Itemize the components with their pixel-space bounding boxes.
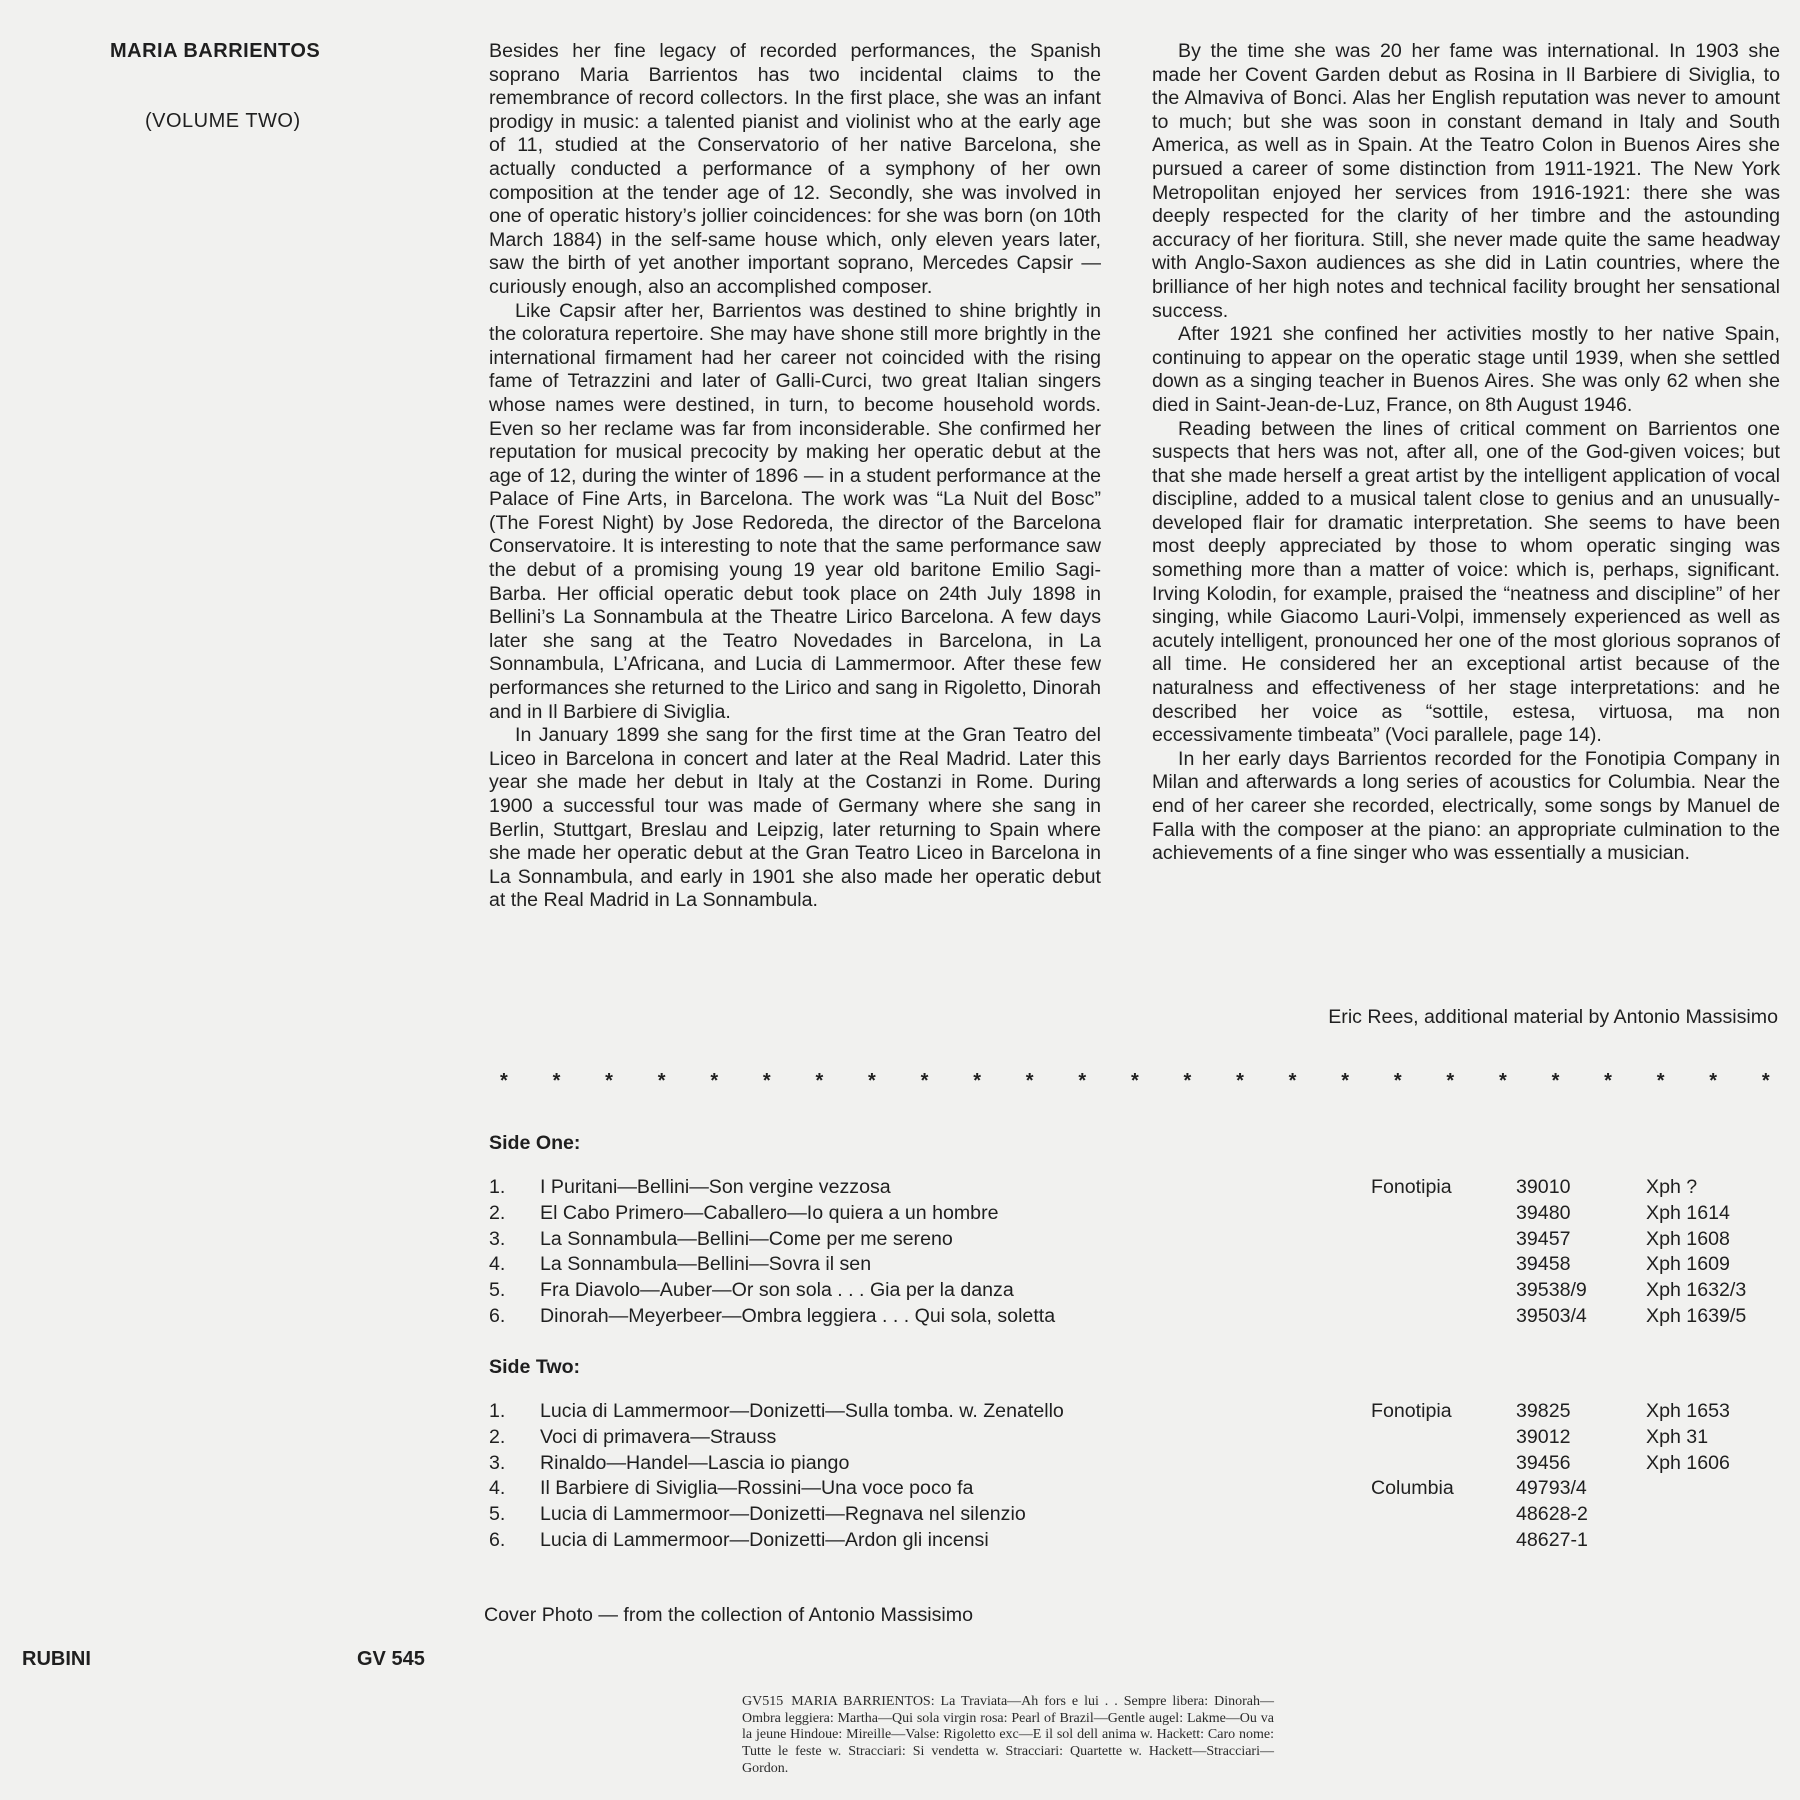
- catalogue-number: 39012: [1516, 1425, 1571, 1448]
- divider-star: *: [657, 1070, 666, 1092]
- divider-star: *: [710, 1070, 719, 1092]
- catalogue-number: 39825: [1516, 1400, 1571, 1422]
- cover-photo-credit: Cover Photo — from the collection of Antonio Massisimo: [484, 1604, 973, 1626]
- matrix-number: Xph 1606: [1646, 1451, 1730, 1474]
- track-title: Il Barbiere di Siviglia—Rossini—Una voce poco fa: [540, 1477, 974, 1500]
- track-title: Dinorah—Meyerbeer—Ombra leggiera . . . Qui sola, soletta: [540, 1305, 1056, 1327]
- track-number: 2.: [489, 1425, 506, 1448]
- notes-paragraph: In her early days Barrientos recorded for the Fonotipia Company in Milan and afterwards a long series of acoustics for Columbia. Near the end of her career she recorded, electrically, some songs by Manuel de Falla with the composer at the piano: an appropriate culmination to the achievements of a fine singer who was essentially a musician.: [1152, 747, 1780, 865]
- side-two-track-list: [489, 1400, 1779, 1560]
- catalogue-number: 39010: [1516, 1176, 1571, 1198]
- divider-star: *: [815, 1070, 824, 1092]
- track-title: La Sonnambula—Bellini—Sovra il sen: [540, 1253, 872, 1276]
- record-company: Fonotipia: [1371, 1400, 1452, 1422]
- advert-catalogue-code: GV515: [742, 1694, 784, 1709]
- matrix-number: Xph 1608: [1646, 1227, 1730, 1250]
- record-company: Fonotipia: [1371, 1176, 1452, 1198]
- divider-star: *: [1130, 1070, 1139, 1092]
- divider-star: *: [1341, 1070, 1350, 1092]
- matrix-number: Xph 1632/3: [1646, 1279, 1747, 1302]
- catalogue-number: 39456: [1516, 1451, 1571, 1474]
- catalogue-number: 49793/4: [1516, 1477, 1587, 1500]
- track-title: Lucia di Lammermoor—Donizetti—Sulla tomba. w. Zenatello: [540, 1400, 1064, 1422]
- related-release-advert: [742, 1694, 1274, 1778]
- catalogue-number: 39480: [1516, 1201, 1571, 1224]
- divider-star: *: [500, 1070, 508, 1092]
- track-title: Fra Diavolo—Auber—Or son sola . . . Gia per la danza: [540, 1279, 1014, 1302]
- notes-credit: Eric Rees, additional material by Antonio Massisimo: [1328, 1006, 1778, 1028]
- track-number: 2.: [489, 1201, 506, 1224]
- liner-notes-left-column: [489, 40, 1101, 913]
- track-title: La Sonnambula—Bellini—Come per me sereno: [540, 1227, 953, 1250]
- notes-paragraph: Besides her fine legacy of recorded performances, the Spanish soprano Maria Barrientos has two incidental claims to the remembrance of record collectors. In the first place, she was an infant prodigy in music: a talented pianist and violinist who at the early age of 11, studied at the Conservatorio of her native Barcelona, she actually conducted a performance of a symphony of her own composition at the tender age of 12. Secondly, she was involved in one of operatic history’s jollier coincidences: for she was born (on 10th March 1884) in the self-same house which, only eleven years later, saw the birth of yet another important soprano, Mercedes Capsir — curiously enough, also an accomplished composer.: [489, 40, 1101, 298]
- divider-star: *: [868, 1070, 876, 1092]
- divider-star: *: [920, 1070, 929, 1092]
- notes-paragraph: By the time she was 20 her fame was international. In 1903 she made her Covent Garden debut as Rosina in Il Barbiere di Siviglia, to the Almaviva of Bonci. Alas her English reputation was never to amount to much; but she was soon in constant demand in Italy and South America, as well as in Spain. At the Teatro Colon in Buenos Aires she pursued a career of some distinction from 1911-1921. The New York Metropolitan enjoyed her services from 1916-1921: there she was deeply respected for the clarity of her timbre and the astounding accuracy of her fioritura. Still, she never made quite the same headway with Anglo-Saxon audiences as she did in Latin countries, where the brilliance of her high notes and technical facility brought her sensational success.: [1152, 40, 1780, 322]
- divider-star: *: [1709, 1070, 1718, 1092]
- track-number: 5.: [489, 1503, 506, 1526]
- track-number: 4.: [489, 1253, 506, 1276]
- divider-star: *: [1551, 1070, 1560, 1092]
- star-divider: [500, 1070, 1770, 1093]
- side-one-track-list: [489, 1176, 1779, 1336]
- matrix-number: Xph 1639/5: [1646, 1305, 1747, 1327]
- catalogue-number: 48628-2: [1516, 1503, 1588, 1526]
- divider-star: *: [605, 1070, 613, 1092]
- track-title: El Cabo Primero—Caballero—Io quiera a un hombre: [540, 1201, 999, 1224]
- catalogue-number: 39503/4: [1516, 1305, 1587, 1327]
- album-title: MARIA BARRIENTOS: [110, 40, 321, 62]
- divider-star: *: [1025, 1070, 1034, 1092]
- catalogue-number: 39538/9: [1516, 1279, 1587, 1302]
- divider-star: *: [1656, 1070, 1665, 1092]
- divider-star: *: [552, 1070, 561, 1092]
- notes-paragraph: Like Capsir after her, Barrientos was destined to shine brightly in the coloratura repertoire. She may have shone still more brightly in the international firmament had her career not coincided with the rising fame of Tetrazzini and later of Galli-Curci, two great Italian singers whose names were destined, in turn, to become household words. Even so her reclame was far from inconsiderable. She confirmed her reputation for musical precocity by making her operatic debut at the age of 12, during the winter of 1896 — in a student performance at the Palace of Fine Arts, in Barcelona. The work was “La Nuit del Bosc” (The Forest Night) by Jose Redoreda, the director of the Barcelona Conservatoire. It is interesting to note that the same performance saw the debut of a promising young 19 year old baritone Emilio Sagi-Barba. Her official operatic debut took place on 24th July 1898 in Bellini’s La Sonnambula at the Theatre Lirico Barcelona. A few days later she sang at the Teatro Novedades in Barcelona, in La Sonnambula, L’Africana, and Lucia di Lammermoor. After these few performances she returned to the Lirico and sang in Rigoletto, Dinorah and in Il Barbiere di Siviglia.: [489, 299, 1101, 723]
- track-title: Lucia di Lammermoor—Donizetti—Regnava nel silenzio: [540, 1503, 1026, 1526]
- catalogue-number: 39458: [1516, 1253, 1571, 1276]
- divider-star: *: [973, 1070, 981, 1092]
- divider-star: *: [1446, 1070, 1455, 1092]
- divider-star: *: [1604, 1070, 1612, 1092]
- record-label: RUBINI: [22, 1648, 91, 1670]
- track-title: I Puritani—Bellini—Son vergine vezzosa: [540, 1176, 891, 1198]
- matrix-number: Xph ?: [1646, 1176, 1698, 1198]
- notes-paragraph: In January 1899 she sang for the first time at the Gran Teatro del Liceo in Barcelona in concert and later at the Real Madrid. Later this year she made her debut in Italy at the Costanzi in Rome. During 1900 a successful tour was made of Germany where she sang in Berlin, Stuttgart, Breslau and Leipzig, later returning to Spain where she made her operatic debut at the Gran Teatro Liceo in Barcelona in La Sonnambula, and early in 1901 she also made her operatic debut at the Real Madrid in La Sonnambula.: [489, 724, 1101, 912]
- track-number: 3.: [489, 1227, 506, 1250]
- matrix-number: Xph 1653: [1646, 1400, 1730, 1422]
- side-two-heading: Side Two:: [489, 1356, 581, 1378]
- track-number: 5.: [489, 1279, 506, 1302]
- divider-star: *: [1288, 1070, 1297, 1092]
- divider-star: *: [1183, 1070, 1192, 1092]
- matrix-number: Xph 1609: [1646, 1253, 1730, 1276]
- divider-star: *: [762, 1070, 771, 1092]
- divider-star: *: [1078, 1070, 1087, 1092]
- advert-text: MARIA BARRIENTOS: La Traviata—Ah fors e lui . . Sempre libera: Dinorah—Ombra leggiera: Martha—Qui sola virgin rosa: Pearl of Brazil—Gentle augel: Lakme—Ou va la jeune Hindoue: Mireille—Valse: Rigoletto exc—E il sol dell anima w. Hackett: Caro nome: Tutte le feste w. Stracciari: Si vendetta w. Stracciari: Quartette w. Hackett—Stracciari—Gordon.: [742, 1694, 1274, 1776]
- volume-label: (VOLUME TWO): [145, 110, 301, 132]
- catalogue-number: GV 545: [357, 1648, 425, 1670]
- divider-star: *: [1498, 1070, 1507, 1092]
- side-one-heading: Side One:: [489, 1132, 581, 1154]
- matrix-number: Xph 1614: [1646, 1201, 1730, 1224]
- track-number: 6.: [489, 1529, 506, 1551]
- track-number: 1.: [489, 1400, 506, 1422]
- matrix-number: Xph 31: [1646, 1425, 1709, 1448]
- track-number: 4.: [489, 1477, 506, 1500]
- divider-star: *: [1761, 1070, 1770, 1092]
- track-number: 3.: [489, 1451, 506, 1474]
- notes-paragraph: Reading between the lines of critical comment on Barrientos one suspects that hers was not, after all, one of the God-given voices; but that she made herself a great artist by the intelligent application of vocal discipline, added to a musical talent close to genius and an unusually-developed flair for dramatic interpretation. She seems to have been most deeply appreciated by those to whom operatic singing was something more than a matter of voice: which is, perhaps, significant. Irving Kolodin, for example, praised the “neatness and discipline” of her singing, while Giacomo Lauri-Volpi, immensely experienced as well as acutely intelligent, pronounced her one of the most glorious sopranos of all time. He considered her an exceptional artist because of the naturalness and effectiveness of her stage interpretations: and he described her voice as “sottile, estesa, virtuosa, ma non eccessivamente timbeata” (Voci parallele, page 14).: [1152, 417, 1780, 747]
- liner-notes-right-column: [1152, 40, 1780, 866]
- track-number: 1.: [489, 1176, 506, 1198]
- track-title: Voci di primavera—Strauss: [540, 1425, 777, 1448]
- catalogue-number: 48627-1: [1516, 1529, 1588, 1551]
- track-title: Rinaldo—Handel—Lascia io piango: [540, 1451, 850, 1474]
- divider-star: *: [1236, 1070, 1244, 1092]
- notes-paragraph: After 1921 she confined her activities mostly to her native Spain, continuing to appear on the operatic stage until 1939, when she settled down as a singing teacher in Buenos Aires. She was only 62 when she died in Saint-Jean-de-Luz, France, on 8th August 1946.: [1152, 323, 1780, 416]
- catalogue-number: 39457: [1516, 1227, 1571, 1250]
- divider-star: *: [1393, 1070, 1402, 1092]
- track-number: 6.: [489, 1305, 506, 1327]
- record-company: Columbia: [1371, 1477, 1454, 1500]
- track-title: Lucia di Lammermoor—Donizetti—Ardon gli incensi: [540, 1529, 989, 1551]
